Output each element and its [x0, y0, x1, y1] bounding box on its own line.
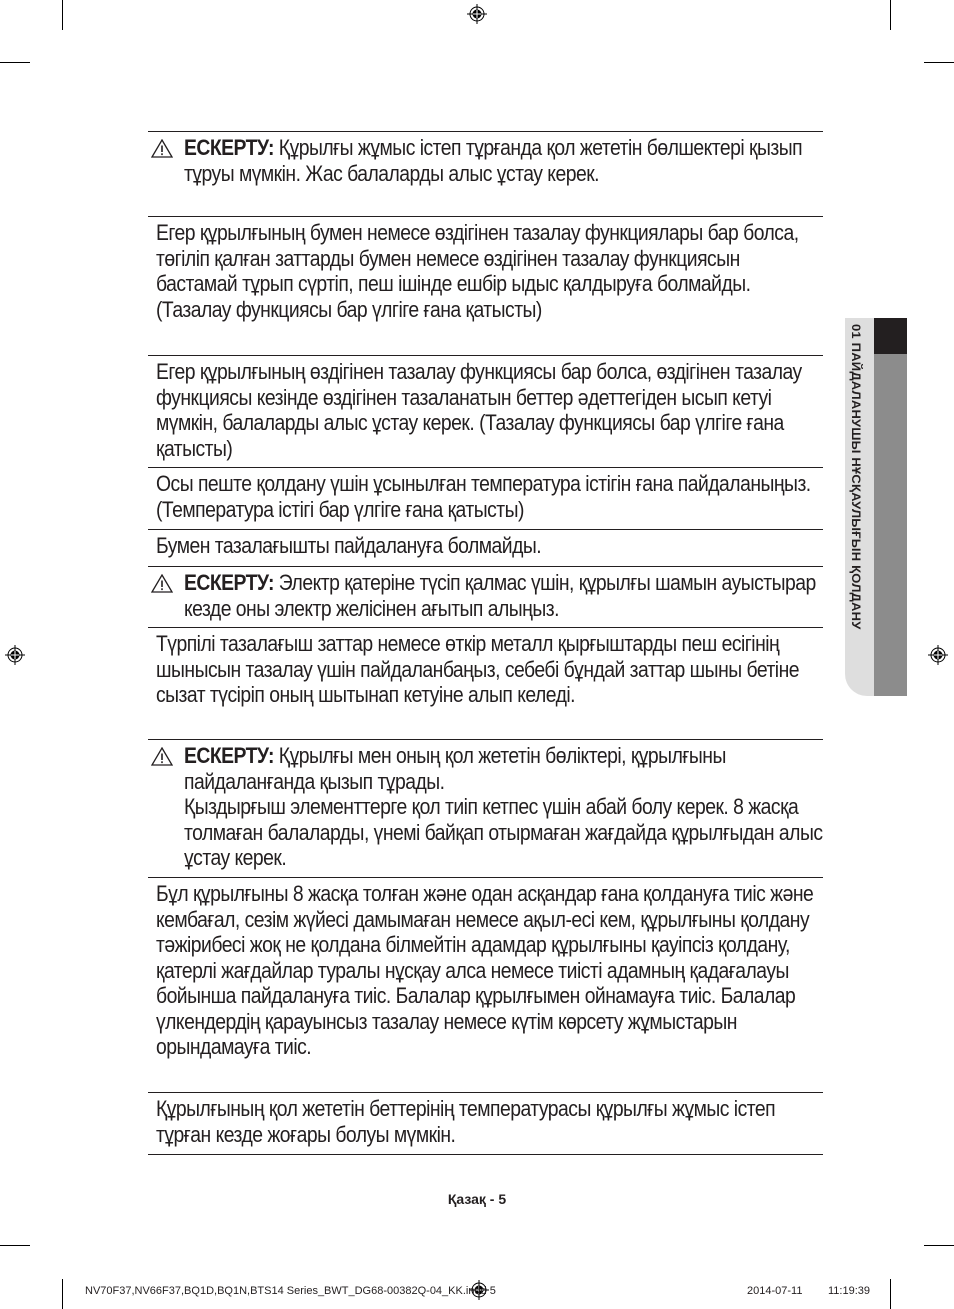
crop-mark — [62, 1279, 63, 1309]
warning-text: Құрылғы мен оның қол жететін бөліктері, құрылғыны пайдаланғанда қызып тұрады. — [184, 743, 726, 794]
chapter-tab — [845, 318, 907, 696]
chapter-tab-bar — [874, 354, 907, 696]
crop-mark — [924, 62, 954, 63]
paragraph: Осы пеште қолдану үшін ұсынылған температура істігін ғана пайдаланыңыз. (Температура істігі бар үлгіге ғана қатысты) — [156, 471, 811, 522]
warning-icon — [151, 574, 173, 593]
warning-label: ЕСКЕРТУ: — [184, 570, 274, 595]
crop-mark — [890, 0, 891, 30]
warning-block — [148, 739, 823, 877]
paragraph: Түрпілі тазалағыш заттар немесе өткір металл қырғыштарды пеш есігінің шынысын тазалау үшін пайдаланбаңыз, себебі бұндай заттар шыны бетіне сызат түсіріп оның шытынап кетуіне алып келеді. — [156, 631, 799, 707]
warning-label: ЕСКЕРТУ: — [184, 743, 274, 768]
safety-instructions — [148, 131, 823, 1155]
warning-block — [148, 131, 823, 216]
chapter-tab-marker — [874, 318, 907, 354]
page-number: Қазақ - 5 — [447, 1191, 507, 1207]
paragraph: Құрылғының қол жететін беттерінің температурасы құрылғы жұмыс істеп тұрған кезде жоғары болуы мүмкін. — [156, 1096, 776, 1147]
warning-icon — [151, 139, 173, 158]
chapter-tab-label: 01 ПАЙДАЛАНУШЫ НҰСҚАУЛЫҒЫН ҚОЛДАНУ — [849, 324, 864, 630]
text-block — [148, 216, 823, 355]
registration-mark-icon — [467, 4, 487, 24]
paragraph: Бұл құрылғыны 8 жасқа толған және одан асқандар ғана қолдануға тиіс және кембағал, сезім жүйесі дамымаған немесе ақыл-есі кем, құрылғыны қолдану тәжірибесі жоқ не қолдана білмейтін адамдар құрылғыны қауіпсіз қолдану, қатерлі жағдайлар туралы нұсқау алса немесе тиісті адамның қадағалауы бойынша пайдалануға тиіс. Балалар құрылғымен ойнамауға тиіс. Балалар үлкендердің қарауынсыз тазалау немесе күтім көрсету жұмыстарын орындамауға тиіс. — [156, 881, 814, 1059]
crop-mark — [0, 62, 30, 63]
warning-text: Электр қатеріне түсіп қалмас үшін, құрылғы шамын ауыстырар кезде оны электр желісінен ағытып алыңыз. — [184, 570, 816, 621]
warning-block — [148, 566, 823, 627]
crop-mark — [890, 1279, 891, 1309]
footer-filename: NV70F37,NV66F37,BQ1D,BQ1N,BTS14 Series_BWT_DG68-00382Q-04_KK.indd 5 — [85, 1285, 496, 1297]
paragraph: Егер құрылғының бумен немесе өздігінен тазалау функциялары бар болса, төгіліп қалған заттарды бумен немесе өздігінен тазалау функциясын бастамай тұрып сүртіп, пеш ішінде ешбір ыдыс қалдыруға болмайды. (Тазалау функциясы бар үлгіге ғана қатысты) — [156, 220, 799, 322]
warning-text-continued: Қыздырғыш элементтерге қол тиіп кетпес үшін абай болу керек. 8 жасқа толмаған балаларды, үнемі байқап отырмаған жағдайда құрылғыдан алыс ұстау керек. — [184, 794, 823, 870]
crop-mark — [0, 1245, 30, 1246]
warning-icon — [151, 747, 173, 766]
crop-mark — [924, 1245, 954, 1246]
registration-mark-icon — [5, 645, 25, 665]
text-block — [148, 529, 823, 566]
warning-text: Құрылғы жұмыс істеп тұрғанда қол жететін бөлшектері қызып тұруы мүмкін. Жас балаларды алыс ұстау керек. — [184, 135, 803, 186]
text-block — [148, 1092, 823, 1155]
text-block — [148, 877, 823, 1092]
text-block — [148, 355, 823, 467]
text-block — [148, 627, 823, 739]
footer-time: 11:19:39 — [828, 1285, 871, 1297]
crop-mark — [62, 0, 63, 30]
footer-date: 2014-07-11 — [747, 1285, 803, 1297]
registration-mark-icon — [928, 645, 948, 665]
paragraph: Бумен тазалағышты пайдалануға болмайды. — [156, 533, 542, 558]
warning-label: ЕСКЕРТУ: — [184, 135, 274, 160]
paragraph: Егер құрылғының өздігінен тазалау функциясы бар болса, өздігінен тазалау функциясы кезінде өздігінен тазаланатын беттер әдеттегіден ысып кетуі мүмкін, балаларды алыс ұстау керек. (Тазалау функциясы бар үлгіге ғана қатысты) — [156, 359, 802, 461]
text-block — [148, 467, 823, 529]
